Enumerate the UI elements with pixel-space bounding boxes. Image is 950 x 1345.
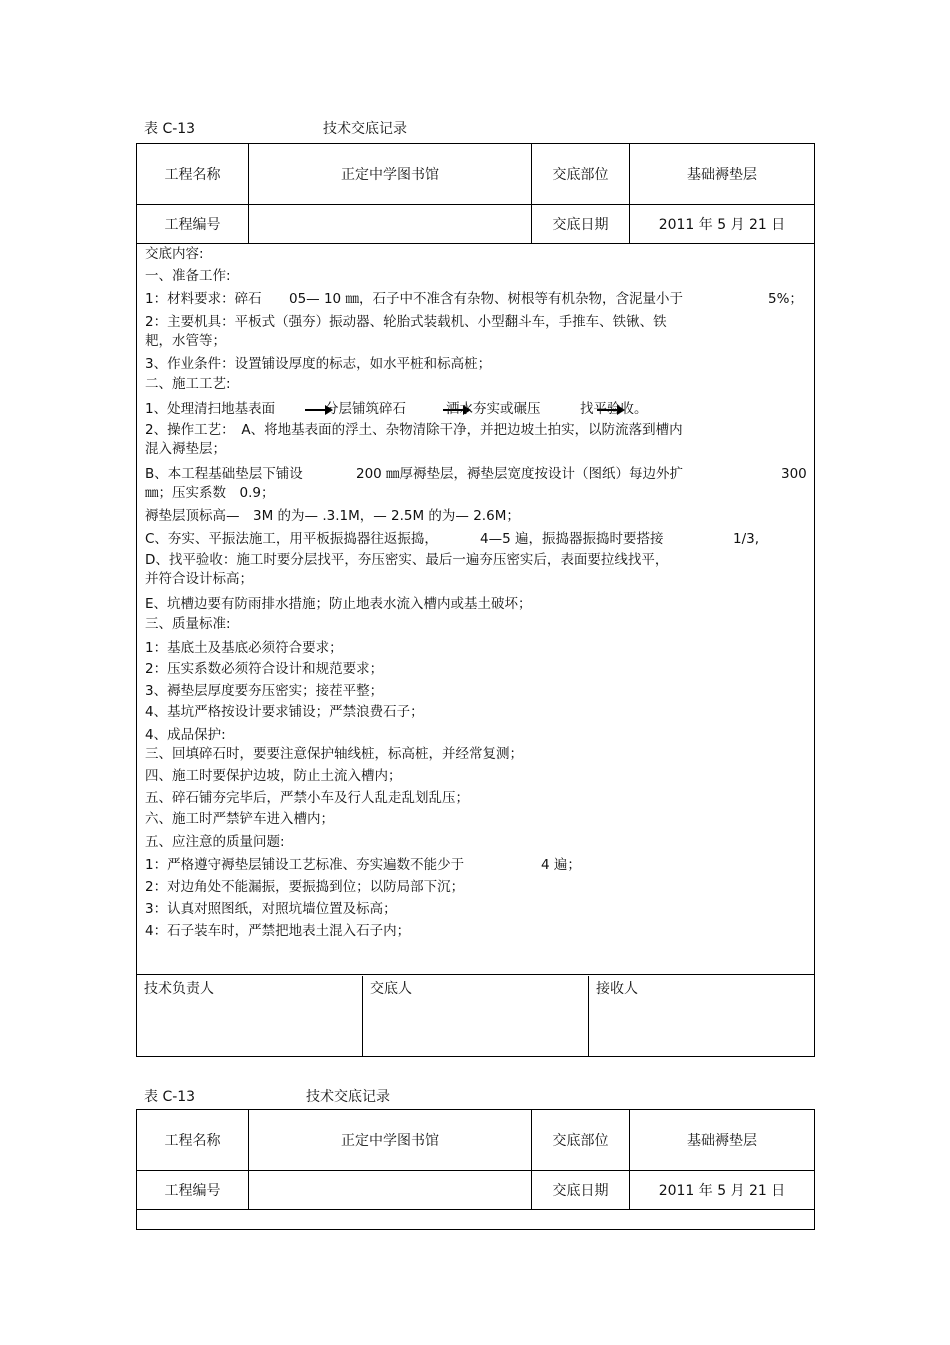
content-line: 1、处理清扫地基表面: [145, 401, 276, 417]
content-line: 4—5 遍，振捣器振捣时要搭接: [480, 531, 664, 547]
content-line: 1：严格遵守褥垫层铺设工艺标准、夯实遍数不能少于: [145, 857, 465, 873]
content-line: 洒水夯实或碾压: [446, 401, 541, 417]
date-value: 2011 年 5 月 21 日: [658, 217, 786, 233]
date-label: 交底日期: [532, 205, 630, 243]
content-line: E、坑槽边要有防雨排水措施；防止地表水流入槽内或基土破坏；: [145, 596, 532, 612]
content-line: 3、作业条件：设置铺设厚度的标志，如水平桩和标高桩；: [145, 356, 492, 372]
signature-row: [137, 976, 814, 1056]
location-label: 交底部位: [532, 144, 630, 204]
content-line: 3：认真对照图纸，对照坑墙位置及标高；: [145, 901, 397, 917]
content-line: 三、质量标准:: [145, 616, 231, 632]
content-line: 2：压实系数必须符合设计和规范要求；: [145, 661, 384, 677]
content-line: 2：对边角处不能漏振，要振捣到位；以防局部下沉；: [145, 879, 465, 895]
content-line: 五、应注意的质量问题:: [145, 834, 285, 850]
content-line: 3、褥垫层厚度要夯压密实；接茬平整；: [145, 683, 384, 699]
record-table: [136, 143, 815, 1057]
receiver-signature: [589, 976, 814, 1056]
content-line: 4、基坑严格按设计要求铺设；严禁浪费石子；: [145, 704, 424, 720]
disclosure-content: [137, 244, 814, 975]
header-row-1: [137, 1110, 814, 1171]
content-line: 分层铺筑碎石: [325, 401, 406, 417]
content-line: 4：石子装车时，严禁把地表土混入石子内；: [145, 923, 411, 939]
project-name-label: 工程名称: [137, 144, 249, 204]
content-line: C、夯实、平振法施工，用平板振捣器往返振捣，: [145, 531, 438, 547]
discloser-label: 交底人: [370, 981, 412, 997]
content-line: 1：材料要求：碎石: [145, 291, 262, 307]
content-line: 2、操作工艺： A、将地基表面的浮土、杂物清除干净，并把边坡土拍实，以防流落到槽内: [145, 422, 683, 438]
tech-lead-label: 技术负责人: [144, 981, 214, 997]
record-title: 技术交底记录: [306, 1089, 390, 1105]
record-table: [136, 1109, 815, 1230]
content-line: 五、碎石铺夯完毕后，严禁小车及行人乱走乱划乱压；: [145, 790, 469, 806]
header-row-1: [137, 144, 814, 205]
content-line: 05— 10 ㎜，石子中不准含有杂物、树根等有机杂物，含泥量小于: [289, 291, 683, 307]
content-line: ㎜；压实系数 0.9；: [145, 485, 275, 501]
project-no-label: 工程编号: [137, 1171, 249, 1209]
content-line: 找平验收。: [580, 401, 648, 417]
content-line: 一、准备工作:: [145, 268, 231, 284]
content-line: 2：主要机具：平板式（强夯）振动器、轮胎式装载机、小型翻斗车，手推车、铁锹、铁: [145, 314, 667, 330]
content-line: 混入褥垫层；: [145, 441, 226, 457]
table-number: 表 C-13: [144, 1089, 196, 1105]
project-no-label: 工程编号: [137, 205, 249, 243]
content-line: 4、成品保护:: [145, 727, 226, 743]
content-line: 200 ㎜厚褥垫层，褥垫层宽度按设计（图纸）每边外扩: [356, 466, 684, 482]
record-title: 技术交底记录: [323, 121, 407, 137]
project-name-label: 工程名称: [137, 1110, 249, 1170]
content-line: 1/3,: [733, 531, 760, 547]
content-line: 四、施工时要保护边坡，防止土流入槽内；: [145, 768, 402, 784]
project-no-value: [249, 1171, 532, 1209]
content-line: 三、回填碎石时，要要注意保护轴线桩，标高桩，并经常复测；: [145, 746, 523, 762]
content-line: 二、施工工艺:: [145, 376, 231, 392]
content-line: 耙，水管等；: [145, 333, 226, 349]
content-line: 4 遍；: [541, 857, 581, 873]
location-value: 基础褥垫层: [687, 167, 757, 183]
receiver-label: 接收人: [596, 981, 638, 997]
content-line: 交底内容:: [145, 246, 204, 262]
content-line: 六、施工时严禁铲车进入槽内；: [145, 811, 334, 827]
content-line: D、找平验收：施工时要分层找平，夯压密实、最后一遍夯压密实后，表面要拉线找平，: [145, 552, 669, 568]
content-line: 1：基底土及基底必须符合要求；: [145, 640, 343, 656]
header-row-2: [137, 205, 814, 244]
location-label: 交底部位: [532, 1110, 630, 1170]
project-no-value: [249, 205, 532, 243]
location-value: 基础褥垫层: [687, 1133, 757, 1149]
project-name-value: 正定中学图书馆: [249, 1110, 532, 1170]
project-name-value: 正定中学图书馆: [249, 144, 532, 204]
discloser-signature: [363, 976, 589, 1056]
date-value: 2011 年 5 月 21 日: [658, 1183, 786, 1199]
content-line: B、本工程基础垫层下铺设: [145, 466, 303, 482]
header-row-2: [137, 1171, 814, 1210]
tech-lead-signature: [137, 976, 363, 1056]
content-line: 褥垫层顶标高— 3M 的为— .3.1M，— 2.5M 的为— 2.6M；: [145, 508, 520, 524]
content-line: 并符合设计标高；: [145, 571, 253, 587]
content-line: 5%；: [768, 291, 803, 307]
content-line: 300: [781, 466, 807, 482]
table-number: 表 C-13: [144, 121, 196, 137]
date-label: 交底日期: [532, 1171, 630, 1209]
